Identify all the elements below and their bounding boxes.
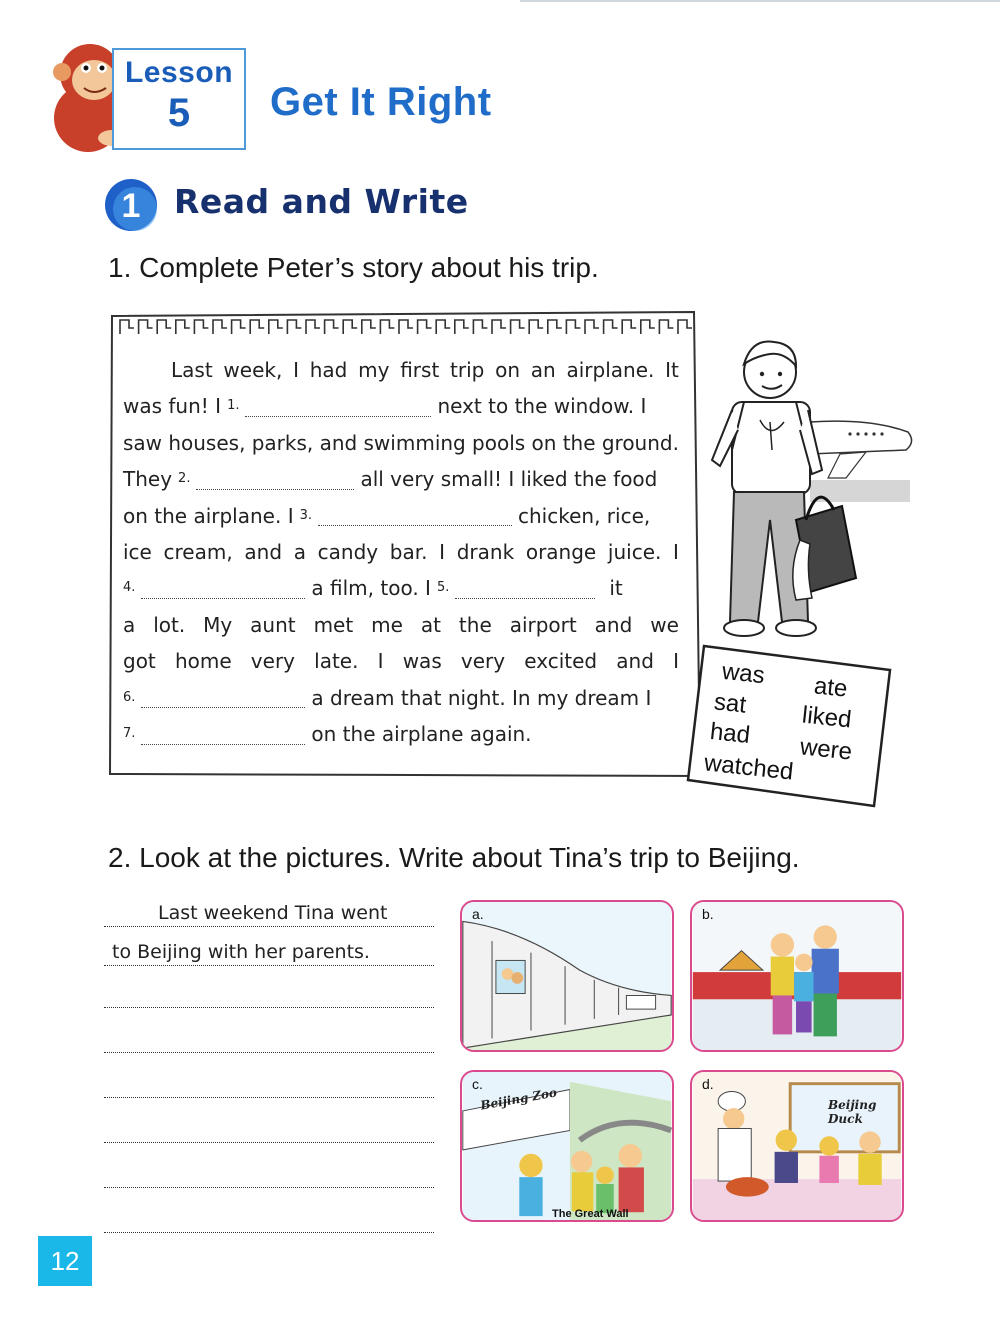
story-word: orange <box>525 539 597 564</box>
story-line-4 <box>123 461 679 497</box>
story-segment: on the airplane again. <box>311 721 532 746</box>
story-line-1 <box>123 352 679 388</box>
story-line-10 <box>123 680 679 716</box>
story-line-words <box>123 607 679 643</box>
story-word: candy <box>317 539 379 564</box>
story-line-7 <box>123 570 679 606</box>
answer-blank-2[interactable] <box>196 469 354 490</box>
word-bank-card <box>684 640 894 808</box>
handwritten-text: Last weekend Tina went <box>158 902 388 924</box>
story-line-words <box>171 352 679 388</box>
story-word: very <box>460 649 506 674</box>
story-line-words <box>123 643 679 679</box>
task1-instruction: 1. Complete Peter’s story about his trip. <box>108 252 599 283</box>
word-was: was <box>720 657 767 690</box>
blank-number: 2. <box>178 471 191 487</box>
story-word: lot. <box>153 612 186 637</box>
writing-line-6[interactable] <box>104 1098 434 1143</box>
story-word: week, <box>223 358 283 382</box>
picture-label: b. <box>702 906 714 922</box>
writing-line-2[interactable] <box>104 927 434 966</box>
answer-blank-3[interactable] <box>318 505 512 526</box>
zoo-sign-text: Beijing Zoo <box>479 1085 558 1113</box>
handwritten-text: to Beijing with her parents. <box>112 941 370 963</box>
story-word: I <box>673 539 679 564</box>
story-word: a <box>293 539 306 564</box>
writing-line-1[interactable] <box>104 888 434 927</box>
zoo-wall-scene-illustration <box>462 1072 672 1220</box>
train-scene-illustration <box>462 902 672 1050</box>
story-word: ice <box>123 539 152 564</box>
story-word: trip <box>450 358 485 382</box>
word-were: were <box>798 733 854 766</box>
writing-line-3[interactable] <box>104 966 434 1008</box>
word-had: had <box>708 717 752 750</box>
boy-traveler-illustration <box>700 330 920 640</box>
story-segment: all very small! I liked the food <box>360 467 658 492</box>
restaurant-sign-text: Beijing Duck <box>828 1098 877 1126</box>
blank-number: 1. <box>227 398 240 414</box>
story-line-3 <box>123 425 679 461</box>
lesson-number: 5 <box>167 91 191 135</box>
story-word: houses, <box>168 430 246 455</box>
picture-d-beijing-duck <box>690 1070 904 1222</box>
page-number: 12 <box>38 1236 92 1286</box>
answer-blank-6[interactable] <box>141 687 305 708</box>
story-word: and <box>244 539 283 564</box>
story-line-words <box>123 534 679 570</box>
story-word: parks, <box>251 430 314 455</box>
story-text <box>123 352 679 752</box>
story-segment: on the airplane. I <box>123 503 294 528</box>
story-word: on <box>531 430 557 455</box>
story-word: I <box>377 649 384 674</box>
story-word: swimming <box>363 430 466 455</box>
story-line-8 <box>123 607 679 643</box>
story-word: on <box>495 358 521 382</box>
word-watched: watched <box>702 749 795 786</box>
story-word: an <box>530 358 556 382</box>
story-word: drank <box>456 539 515 564</box>
story-word: airplane. <box>566 358 655 382</box>
story-segment: was fun! I <box>123 394 222 419</box>
story-word: I <box>673 649 679 674</box>
blank-number: 3. <box>299 507 312 523</box>
story-segment: a film, too. I <box>311 576 431 601</box>
section-number: 1 <box>121 187 141 225</box>
picture-label: a. <box>472 906 484 922</box>
story-word: and <box>319 430 358 455</box>
story-line-6 <box>123 534 679 570</box>
writing-line-4[interactable] <box>104 1008 434 1053</box>
story-word: we <box>650 612 679 637</box>
story-line-2 <box>123 388 679 424</box>
story-word: saw <box>123 430 163 455</box>
answer-blank-1[interactable] <box>245 396 431 417</box>
answer-blank-4[interactable] <box>141 578 305 599</box>
story-word: It <box>665 358 679 382</box>
answer-blank-7[interactable] <box>141 724 305 745</box>
picture-c-zoo-great-wall <box>460 1070 674 1222</box>
lesson-badge <box>112 48 246 150</box>
story-word: met <box>313 612 354 637</box>
writing-line-8[interactable] <box>104 1188 434 1233</box>
word-ate: ate <box>812 672 849 703</box>
story-word: and <box>616 649 654 674</box>
blank-number: 6. <box>123 689 136 705</box>
picture-label: c. <box>472 1076 483 1092</box>
story-word: I <box>293 358 299 382</box>
story-line-5 <box>123 498 679 534</box>
picture-a-train <box>460 900 674 1052</box>
story-word: home <box>174 649 232 674</box>
story-line-11 <box>123 716 679 752</box>
story-word: excited <box>524 649 598 674</box>
story-word: first <box>400 358 440 382</box>
tiananmen-scene-illustration <box>692 902 902 1050</box>
story-word: the <box>458 612 492 637</box>
top-rule <box>520 0 1000 2</box>
writing-line-5[interactable] <box>104 1053 434 1098</box>
picture-label: d. <box>702 1076 714 1092</box>
page-title: Get It Right <box>270 80 492 124</box>
blank-number: 5. <box>436 580 450 596</box>
section-title: Read and Write <box>174 182 469 221</box>
story-word: very <box>250 649 295 674</box>
story-segment: They <box>123 467 173 492</box>
answer-blank-5[interactable] <box>455 578 595 599</box>
story-word: airport <box>509 612 577 637</box>
story-word: bar. <box>389 539 428 564</box>
section-number-badge <box>104 178 158 232</box>
story-word: My <box>203 612 233 637</box>
story-segment: next to the window. I <box>437 394 647 419</box>
story-word: at <box>420 612 441 637</box>
writing-line-7[interactable] <box>104 1143 434 1188</box>
story-word: juice. <box>607 539 662 564</box>
story-line-9 <box>123 643 679 679</box>
story-word: had <box>309 358 348 382</box>
story-word: Last <box>171 358 213 382</box>
story-word: ground. <box>601 430 679 455</box>
blank-number: 4. <box>123 580 136 596</box>
story-word: was <box>402 649 442 674</box>
story-word: me <box>371 612 403 637</box>
story-word: my <box>358 358 390 382</box>
story-word: cream, <box>163 539 233 564</box>
story-word: got <box>123 649 156 674</box>
picture-b-tiananmen <box>690 900 904 1052</box>
writing-area <box>104 888 434 1233</box>
blank-number: 7. <box>123 725 136 741</box>
story-segment: chicken, rice, <box>518 503 651 528</box>
restaurant-scene-illustration <box>692 1072 902 1220</box>
story-word: aunt <box>250 612 296 637</box>
story-line-words <box>123 425 679 461</box>
task2-instruction: 2. Look at the pictures. Write about Tina’s trip to Beijing. <box>108 842 800 873</box>
story-word: pools <box>472 430 526 455</box>
story-segment: a dream that night. In my dream I <box>311 685 652 710</box>
word-liked: liked <box>800 701 853 734</box>
story-word: late. <box>314 649 359 674</box>
lesson-word: Lesson <box>124 56 234 89</box>
story-word: the <box>562 430 596 455</box>
story-word: I <box>439 539 446 564</box>
story-word: and <box>594 612 633 637</box>
word-sat: sat <box>712 688 748 719</box>
great-wall-caption: The Great Wall <box>552 1208 629 1220</box>
story-segment: it <box>609 576 623 601</box>
story-word: a <box>123 612 136 637</box>
